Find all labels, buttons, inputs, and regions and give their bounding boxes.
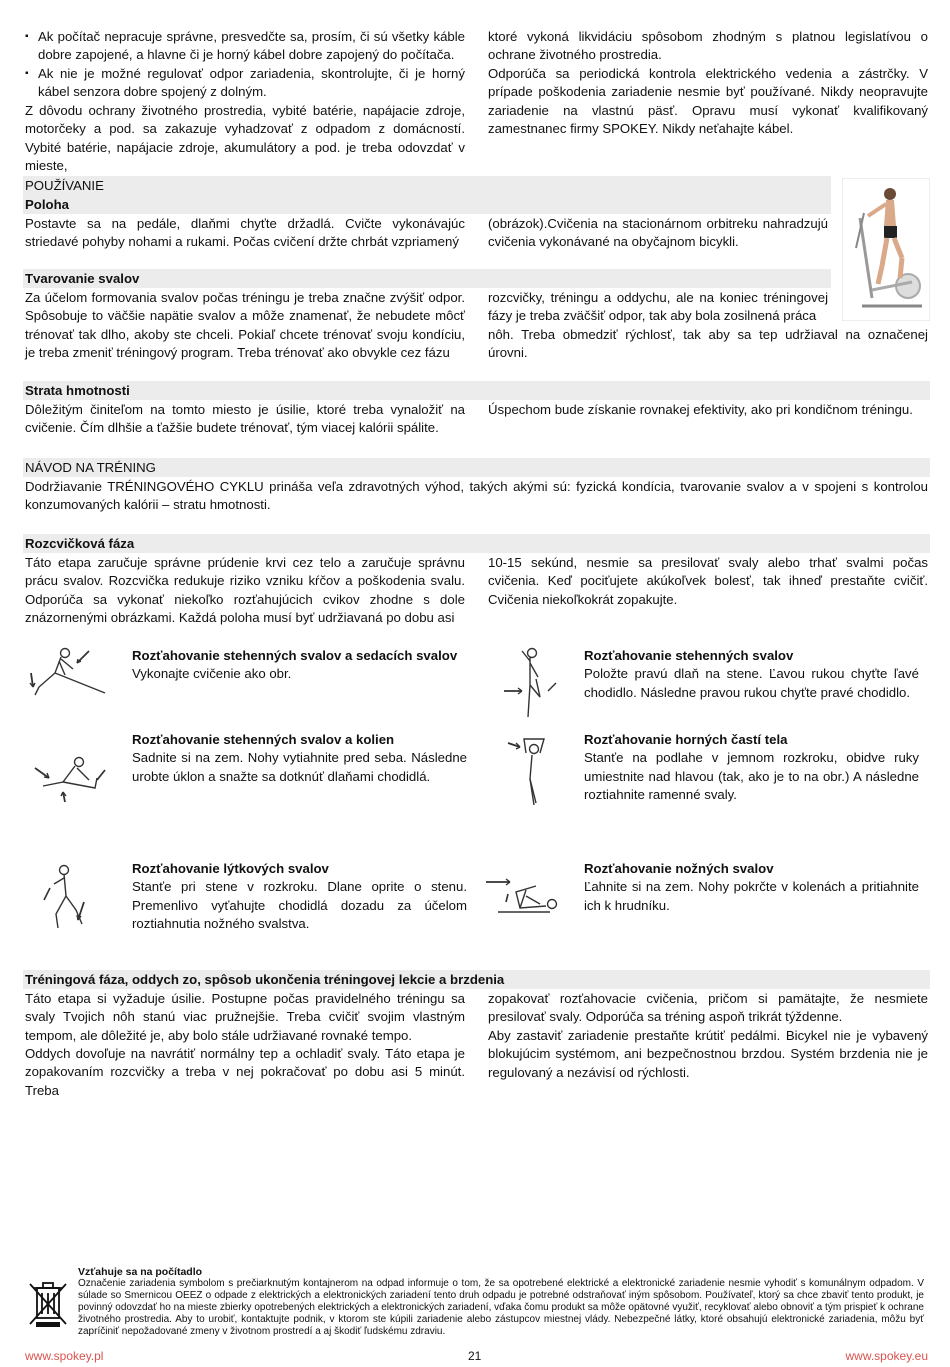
weee-notice — [78, 1266, 924, 1338]
footer-link-pl[interactable]: www.spokey.pl — [25, 1349, 104, 1363]
exercise-1 — [132, 647, 467, 684]
bullet-item: ▪ Ak nie je možné regulovať odpor zariadenia, skontrolujte, či je horný kábel senzora dobre spojený z dolným. — [25, 65, 465, 102]
exercise-text: Vykonajte cvičenie ako obr. — [132, 666, 292, 682]
shaping-right-text: rozcvičky, tréningu a oddychu, ale na koniec tréningovej fázy je treba zväčšiť odpor, tak aby bola zosilnená práca — [488, 290, 828, 324]
lunge-stretch-figure-icon — [25, 643, 113, 701]
exercise-title: Rozťahovanie stehenných svalov a kolien — [132, 732, 395, 747]
arms-overhead-stretch-figure-icon — [506, 733, 556, 809]
exercise-text: Stanťe pri stene v rozkroku. Dlane oprite o stenu. Premenlivo vyťahujte chodidlá dozadu za účelom roztiahnutia nožného svalstva. — [132, 879, 467, 932]
section-bar — [23, 195, 831, 214]
elliptical-trainer-photo — [842, 178, 930, 321]
training-phase-left-p2: Oddych dovoľuje na navrátiť normálny tep a ochladiť svaly. Táto etapa je zopakovaním rozcvičky a treba v nej pokračovať po dobu asi 5 minút. Treba — [25, 1046, 465, 1098]
top-bullet-list — [25, 28, 465, 102]
training-phase-right-p1: zopakovať rozťahovacie cvičenia, pričom si pamätajte, že nesmiete presilovať svaly. Odporúča sa tréning aspoň trikrát týždenne. — [488, 991, 928, 1025]
training-phase-left-p1: Táto etapa si vyžaduje úsilie. Postupne počas pravidelného tréningu sa svaly Tvojich nôh stanú viac pružnejšie. Treba cvičiť svojim vlastným tempom, ale dôležité je, aby bolo stále udržiavané rovnaké tempo. — [25, 991, 465, 1043]
exercise-text: Položte pravú dlaň na stene. Ľavou rukou chyťte ľavé chodidlo. Následne pravou rukou chyťte pravé chodidlo. — [584, 666, 919, 700]
training-heading: NÁVOD NA TRÉNING — [25, 460, 156, 475]
exercise-title: Rozťahovanie nožných svalov — [584, 861, 774, 876]
usage-heading: POUŽÍVANIE — [25, 178, 104, 193]
shaping-heading: Tvarovanie svalov — [25, 271, 140, 286]
weight-loss-right-text: Úspechom bude získanie rovnakej efektivity, ako pri kondičnom tréningu. — [488, 402, 913, 417]
exercise-3 — [132, 731, 467, 786]
exercise-text: Ľahnite si na zem. Nohy pokrčte v kolenách a pritiahnite ich k hrudníku. — [584, 879, 919, 913]
section-bar — [23, 176, 831, 195]
knees-to-chest-figure-icon — [480, 868, 568, 922]
exercise-5 — [132, 860, 467, 934]
section-bar — [23, 381, 930, 400]
page-number: 21 — [468, 1349, 482, 1363]
section-bar — [23, 269, 831, 288]
exercise-title: Rozťahovanie lýtkových svalov — [132, 861, 329, 876]
training-intro: Dodržiavanie TRÉNINGOVÉHO CYKLU prináša veľa zdravotných výhod, takých akými sú: fyzická kondícia, tvarovanie svalov a v spojeni s kontrolou konzumovaných kalórii – stratu hmotnosti. — [25, 479, 928, 513]
section-bar — [23, 534, 930, 553]
exercise-text: Stanťe na podlahe v jemnom rozkroku, obidve ruky umiestnite nad hlavou (tak, ako je to na obr.) A následne roztiahnite ramenné svaly. — [584, 750, 919, 803]
quad-stretch-figure-icon — [500, 643, 560, 723]
seated-forward-bend-figure-icon — [25, 738, 115, 808]
shaping-left-text: Za účelom formovania svalov počas tréningu je treba značne zvýšiť odpor. Spôsobuje to väčšie napätie svalov a môže znamenať, že nebudete môcť trénovať tak dlho, akoby ste chceli. Pokiaľ chcete trénovať svoju kondíciu, je treba zmeniť tréningový program. Treba trénovať ako obvykle cez fázu — [25, 290, 465, 361]
weee-title: Vzťahuje sa na počítadlo — [78, 1266, 203, 1278]
weee-text: Označenie zariadenia symbolom s prečiarknutým kontajnerom na odpad informuje o tom, že sa opotrebené elektrické a elektronické zariadenie nesmie vyhodiť s komunálnym odpadom. V súlade so Smernicou OEEZ o odpade z elektrických a elektronických zariadení tento druh odpadu je potrebné odstraňovať iným spôsobom. Používateľ, ktorý sa chce zbaviť tento produkt, je povinný odovzdať ho na mieste zbierky opotrebených elektrických a elektronických zariadení, vďaka čomu produkt sa môže opätovné využiť, recyklovať alebo obnoviť a tým prispieť k ochrane životného prostredia. Aby to urobiť, kontaktujte podnik, v ktorom ste kúpili zariadenie alebo zástupcov miestnej vlády. Nebezpečné látky, ktoré obsahujú elektronické zariadenia, môžu byť zapríčiniť nepožadované zmeny v životnom prostredí a aj škodiť ľudskému zdraviu. — [78, 1278, 924, 1337]
weight-loss-heading: Strata hmotnosti — [25, 383, 130, 398]
exercise-title: Rozťahovanie stehenných svalov a sedacích svalov — [132, 648, 458, 663]
position-right-text: (obrázok).Cvičenia na stacionárnom orbitreku nahradzujú cvičenia vykonávané na obyčajnom bicykli. — [488, 216, 828, 250]
crossed-out-bin-icon — [28, 1280, 68, 1333]
warmup-right-text: 10-15 sekúnd, nesmie sa presilovať svaly alebo trhať svalmi počas cvičenia. Keď pociťujete akúkoľvek bolesť, tak ihneď prestaňte cvičiť. Cvičenia niekoľkokrát zopakujte. — [488, 555, 928, 607]
training-phase-heading: Tréningová fáza, oddych zo, spôsob ukončenia tréningovej lekcie a brzdenia — [25, 972, 505, 987]
bullet-item: ▪ Ak počítač nepracuje správne, presvedčte sa, prosím, či sú všetky káble dobre zapojené, a hlavne či je horný kábel dobre zapojený do počítača. — [25, 28, 465, 65]
exercise-4 — [584, 731, 919, 805]
battery-paragraph: Z dôvodu ochrany životného prostredia, vybité batérie, napájacie zdroje, motorčeky a pod. sa zakazuje vyhadzovať z odpadom z domácností. Vybité batérie, napájacie zdroje, akumulátory a pod. je treba odovzdať v mieste, — [25, 103, 465, 174]
warmup-heading: Rozcvičková fáza — [25, 536, 135, 551]
disposal-paragraph: ktoré vykoná likvidáciu spôsobom zhodným s platnou legislatívou o ochrane životného prostredia. — [488, 29, 928, 63]
weight-loss-left-text: Dôležitým činiteľom na tomto miesto je úsilie, ktoré treba vynaložiť na cvičenie. Čím dlhšie a ťažšie budete trénovať, tým viacej kalórii spálite. — [25, 402, 465, 436]
footer-link-eu[interactable]: www.spokey.eu — [845, 1349, 928, 1363]
exercise-6 — [584, 860, 919, 915]
warmup-left-text: Táto etapa zaručuje správne prúdenie krvi cez telo a zaručuje správnu prácu svalov. Rozcvička redukuje riziko vzniku kŕčov a poškodenia svalu. Odporúča sa vykonať niekoľko rozťahujúcich cvikov zhodne s dole znázornenými obrázkami. Každá poloha musí byť udržiavaná po dobu asi — [25, 555, 465, 626]
calf-stretch-figure-icon — [40, 862, 96, 934]
exercise-text: Sadnite si na zem. Nohy vytiahnite pred seba. Následne urobte úklon a snažte sa dotknúť dlaňami chodidlá. — [132, 750, 467, 784]
exercise-2 — [584, 647, 919, 702]
shaping-right-continued: nôh. Treba obmedziť rýchlosť, tak aby sa tep udržiaval na označenej úrovni. — [488, 327, 928, 361]
exercise-title: Rozťahovanie horných častí tela — [584, 732, 788, 747]
position-heading: Poloha — [25, 197, 69, 212]
maintenance-paragraph: Odporúča sa periodická kontrola elektrického vedenia a zástrčky. V prípade poškodenia zariadenie nesmie byť používané. Nikdy neopravujte zariadenie na vlastnú päsť. Opravu musí vykonať kvalifikovaný zamestnanec firmy SPOKEY. Nikdy neťahajte kábel. — [488, 66, 928, 137]
section-bar — [23, 458, 930, 477]
position-left-text: Postavte sa na pedále, dlaňmi chyťte držadlá. Cvičte vykonávajúc striedavé pohyby nohami a rukami. Počas cvičení držte chrbát vzpriamený — [25, 216, 465, 250]
training-phase-right-p2: Aby zastaviť zariadenie prestaňte krútiť pedálmi. Bicykel nie je vybavený blokujúcim systémom, ani bezpečnostnou brzdou. Systém brzdenia nie je regulovaný a nezávisí od rýchlosti. — [488, 1028, 928, 1080]
exercise-title: Rozťahovanie stehenných svalov — [584, 648, 794, 663]
